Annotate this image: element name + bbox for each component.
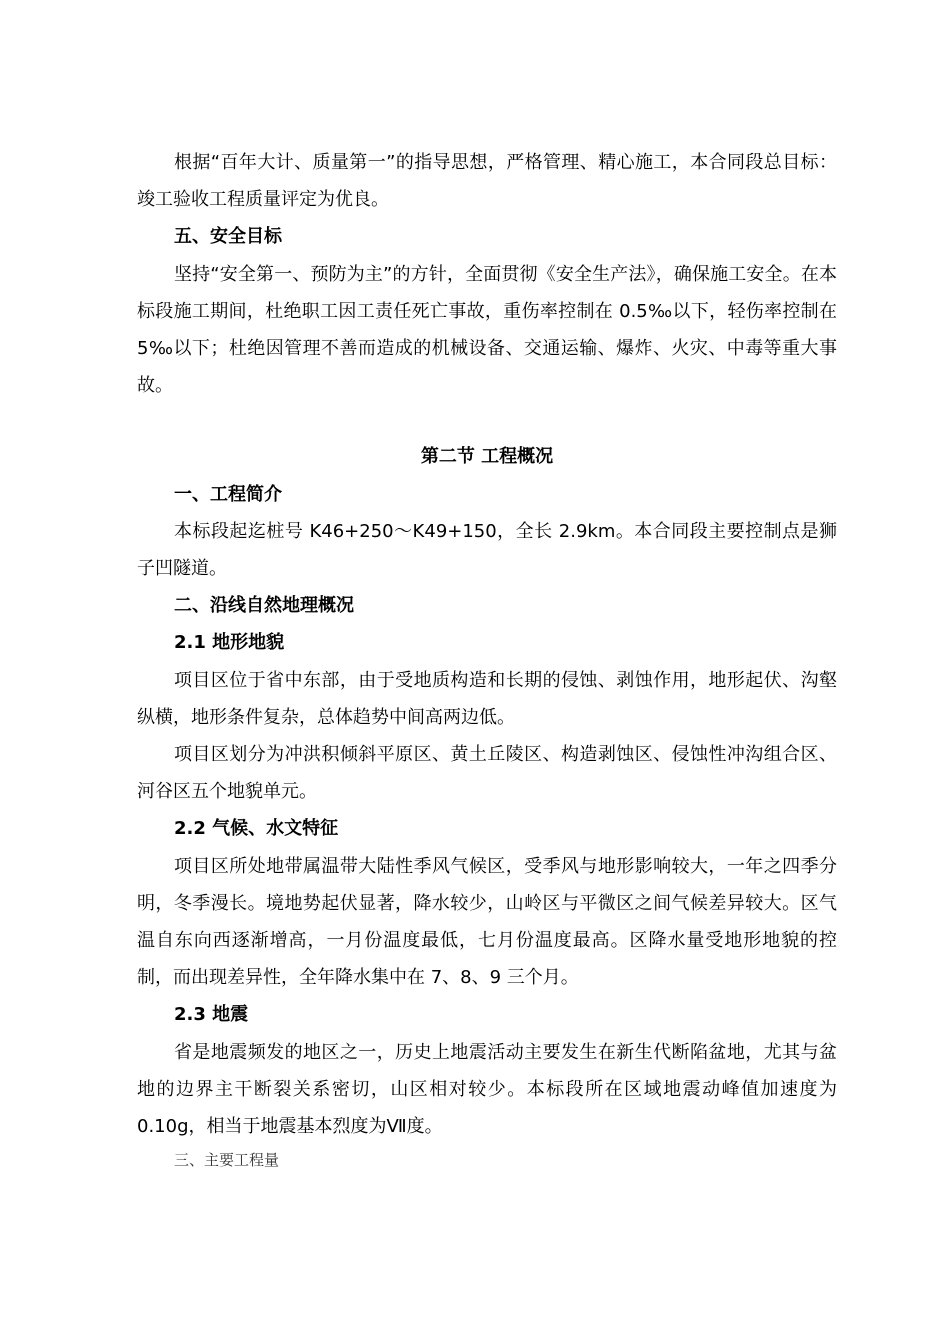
quantities-heading: 三、主要工程量 <box>174 1151 280 1170</box>
quality-goal-paragraph: 根据“百年大计、质量第一”的指导思想，严格管理、精心施工，本合同段总目标：竣工验收工程质量评定为优良。 <box>137 152 837 211</box>
document-body <box>137 144 837 1175</box>
safety-goal-heading: 五、安全目标 <box>174 226 282 248</box>
climate-paragraph: 项目区所处地带属温带大陆性季风气候区，受季风与地形影响较大，一年之四季分明，冬季漫长。境地势起伏显著，降水较少，山岭区与平微区之间气候差异较大。区气温自东向西逐渐增高，一月份温度最低，七月份温度最高。区降水量受地形地貌的控制，而出现差异性，全年降水集中在 7、8、9 三个月。 <box>137 855 837 989</box>
terrain-heading: 2.1 地形地貌 <box>174 632 285 654</box>
section-title: 第二节 工程概况 <box>420 446 554 468</box>
project-overview-paragraph: 本标段起迄桩号 K46+250～K49+150，全长 2.9km。本合同段主要控制点是狮子凹隧道。 <box>137 520 837 580</box>
geography-heading: 二、沿线自然地理概况 <box>174 595 354 617</box>
terrain-paragraph-2: 项目区划分为冲洪积倾斜平原区、黄土丘陵区、构造剥蚀区、侵蚀性冲沟组合区、河谷区五个地貌单元。 <box>137 744 837 803</box>
climate-heading: 2.2 气候、水文特征 <box>174 818 339 840</box>
earthquake-heading: 2.3 地震 <box>174 1004 249 1026</box>
terrain-paragraph-1: 项目区位于省中东部，由于受地质构造和长期的侵蚀、剥蚀作用，地形起伏、沟壑纵横，地形条件复杂，总体趋势中间高两边低。 <box>137 669 837 728</box>
project-overview-heading: 一、工程简介 <box>174 483 282 505</box>
safety-goal-paragraph: 坚持“安全第一、预防为主”的方针，全面贯彻《安全生产法》，确保施工安全。在本标段施工期间，杜绝职工因工责任死亡事故，重伤率控制在 0.5‰以下，轻伤率控制在 5‰以下；杜绝因管理不善而造成的机械设备、交通运输、爆炸、火灾、中毒等重大事故。 <box>137 263 837 397</box>
earthquake-paragraph: 省是地震频发的地区之一，历史上地震活动主要发生在新生代断陷盆地，尤其与盆地的边界主干断裂关系密切，山区相对较少。本标段所在区域地震动峰值加速度为 0.10g，相当于地震基本烈度为Ⅶ度。 <box>137 1041 837 1138</box>
